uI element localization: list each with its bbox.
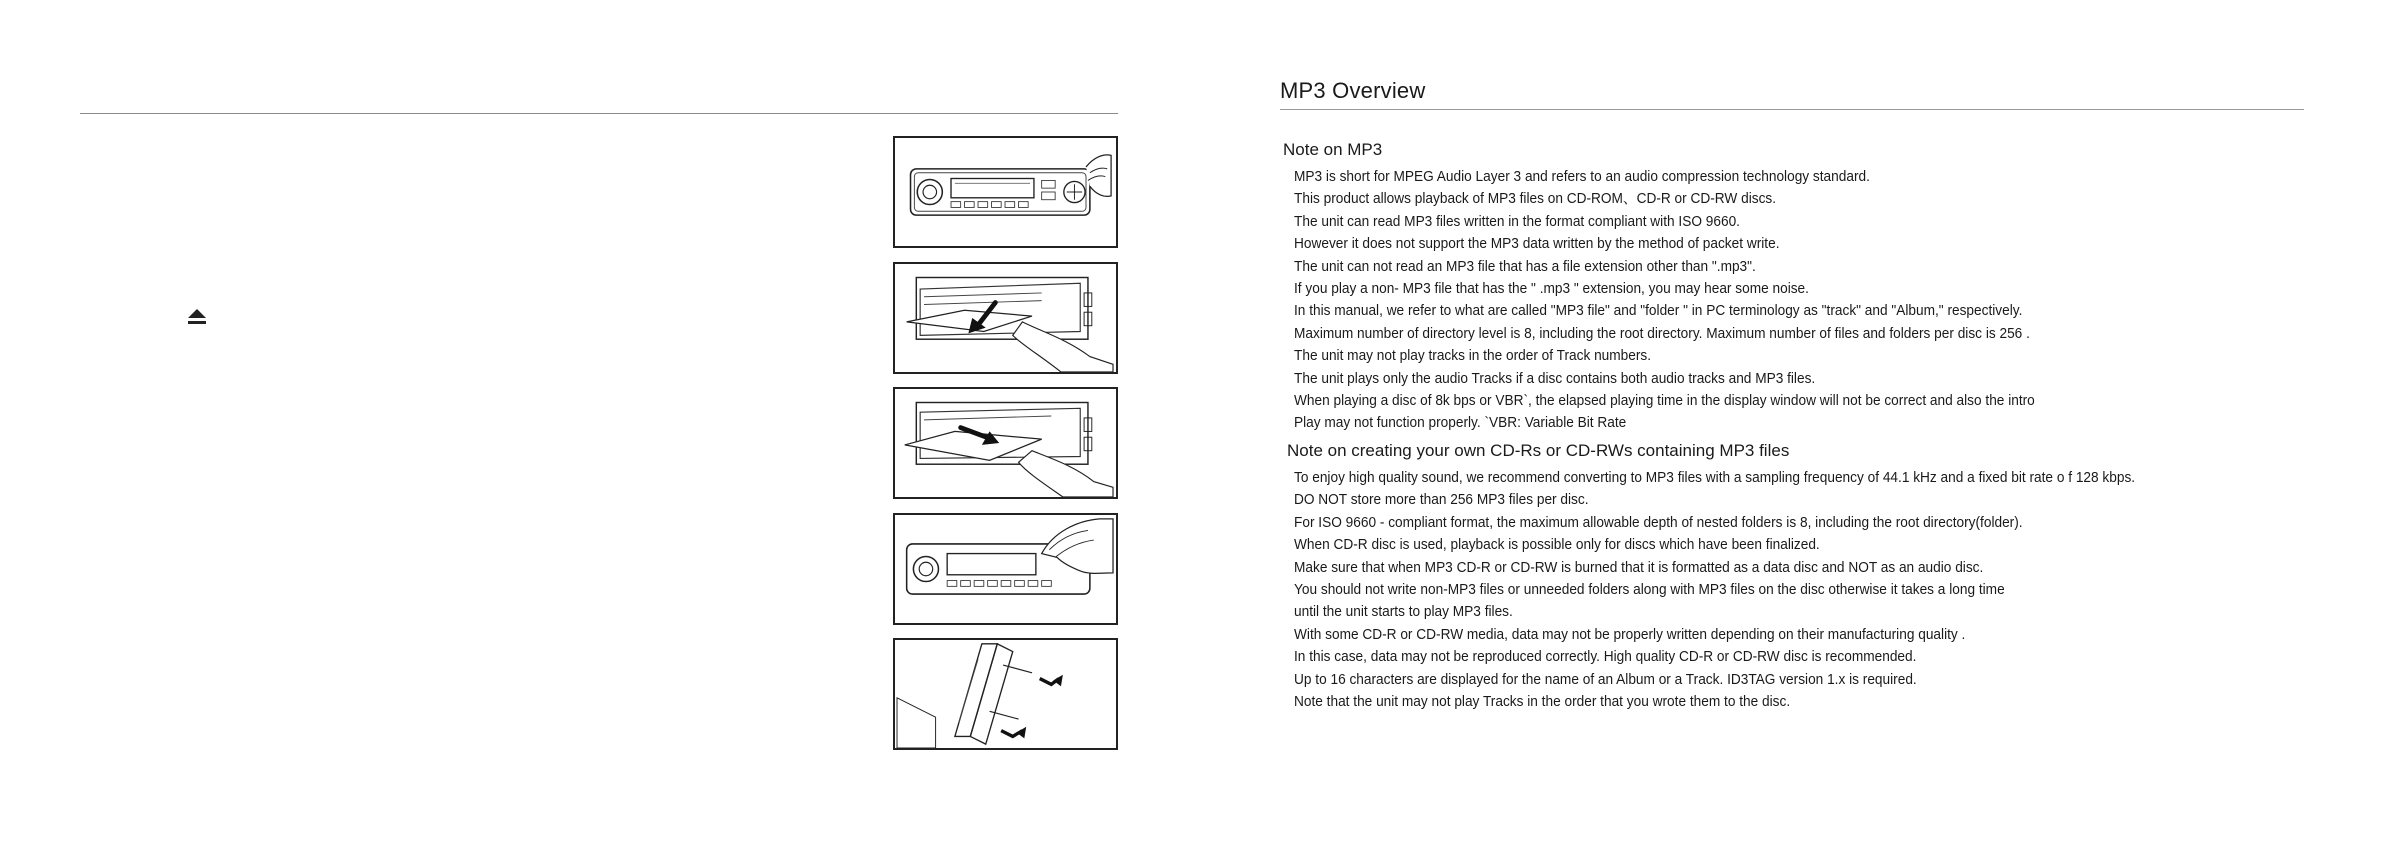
text-line: MP3 is short for MPEG Audio Layer 3 and refers to an audio compression technology standard.: [1294, 168, 1870, 185]
text-line: Play may not function properly. `VBR: Variable Bit Rate: [1294, 414, 1627, 432]
panel-attach-hand-icon: [895, 515, 1116, 623]
text-line: In this case, data may not be reproduced correctly. High quality CD-R or CD-RW disc is recommended.: [1294, 648, 1917, 666]
text-line: For ISO 9660 - compliant format, the maximum allowable depth of nested folders is 8, including the root directory(folder).: [1294, 513, 2023, 531]
panel-insert-arrow-icon: [895, 389, 1116, 497]
creating-cds-lines: [1294, 467, 2135, 713]
text-line: The unit plays only the audio Tracks if a disc contains both audio tracks and MP3 files.: [1294, 369, 1816, 387]
text-line: The unit can read MP3 files written in the format compliant with ISO 9660.: [1294, 212, 1740, 230]
text-line: The unit may not play tracks in the order of Track numbers.: [1294, 347, 1652, 365]
title-rule: [1280, 109, 2304, 110]
text-line: However it does not support the MP3 data written by the method of packet write.: [1294, 235, 1780, 253]
car-stereo-front-panel-icon: [895, 138, 1116, 246]
text-line: In this manual, we refer to what are called "MP3 file" and "folder " in PC terminology as "track" and "Album," respectively.: [1294, 302, 2023, 320]
section-heading-note-on-mp3: Note on MP3: [1283, 140, 1383, 159]
text-line: You should not write non-MP3 files or unneeded folders along with MP3 files on the disc otherwise it takes a long time: [1294, 581, 2005, 599]
section-heading-creating-cds: Note on creating your own CD-Rs or CD-RWs containing MP3 files: [1287, 441, 1790, 460]
text-line: Note that the unit may not play Tracks in the order that you wrote them to the disc.: [1294, 693, 1791, 711]
panel-removal-arrow-icon: [895, 264, 1116, 372]
right-page: [1190, 0, 2381, 842]
text-line: When playing a disc of 8k bps or VBR`, the elapsed playing time in the display window will not be correct and also the intro: [1294, 392, 2035, 410]
text-line: To enjoy high quality sound, we recommend converting to MP3 files with a sampling frequency of 44.1 kHz and a fixed bit rate o f 128 kbps.: [1294, 469, 2136, 486]
note-on-mp3-lines: [1294, 166, 2035, 435]
text-line: If you play a non- MP3 file that has the " .mp3 " extension, you may hear some noise.: [1294, 280, 1809, 298]
eject-icon: [186, 308, 208, 326]
figure-panel-attach: [893, 513, 1118, 625]
page-title: MP3 Overview: [1280, 78, 1426, 103]
left-page-rule: [80, 113, 1118, 114]
text-line: With some CD-R or CD-RW media, data may not be properly written depending on their manufacturing quality .: [1294, 625, 1966, 643]
figure-panel-insert: [893, 387, 1118, 499]
text-line: This product allows playback of MP3 files on CD-ROM、CD-R or CD-RW discs.: [1294, 190, 1777, 208]
text-line: DO NOT store more than 256 MP3 files per disc.: [1294, 491, 1589, 509]
mounting-sleeve-arrows-icon: [895, 640, 1116, 748]
left-page: [0, 0, 1190, 842]
text-line: Make sure that when MP3 CD-R or CD-RW is burned that it is formatted as a data disc and NOT as an audio disc.: [1294, 558, 1984, 576]
figure-mounting-sleeve: [893, 638, 1118, 750]
text-line: Up to 16 characters are displayed for the name of an Album or a Track. ID3TAG version 1.x is required.: [1294, 670, 1917, 688]
figure-front-panel: [893, 136, 1118, 248]
text-line: When CD-R disc is used, playback is possible only for discs which have been finalized.: [1294, 536, 1820, 554]
text-line: Maximum number of directory level is 8, including the root directory. Maximum number of files and folders per disc is 256 .: [1294, 324, 2030, 342]
figure-panel-removal: [893, 262, 1118, 374]
text-line: The unit can not read an MP3 file that has a file extension other than ".mp3".: [1294, 257, 1756, 275]
text-line: until the unit starts to play MP3 files.: [1294, 603, 1513, 621]
